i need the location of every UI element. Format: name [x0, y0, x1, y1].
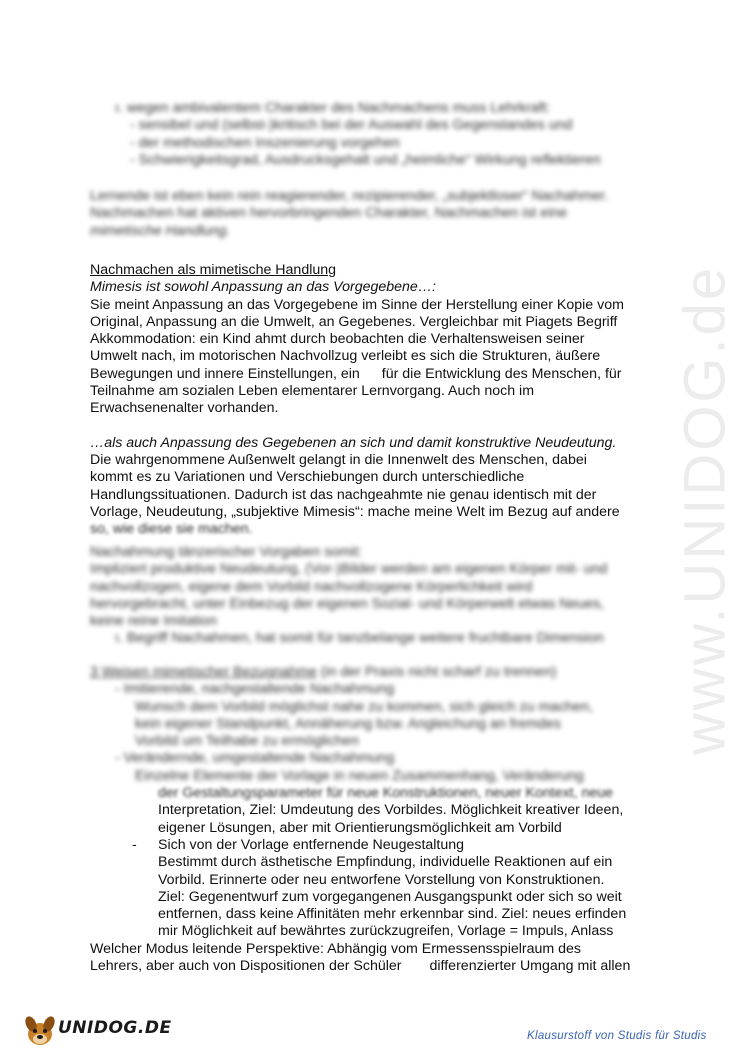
watermark [660, 264, 750, 756]
list-item: - Imitierende, nachgestaltende Nachahmung [115, 681, 395, 698]
paragraph-line: Vorbild. Erinnerte oder neu entworfene Vorstellung von Konstruktionen. [158, 871, 605, 888]
paragraph-line: Teilnahme am sozialen Leben elementarer Lernvorgang. Auch noch im [90, 383, 535, 400]
list-item: ı. Begriff Nachahmen, hat somit für tanzbelange weitere fruchtbare Dimension [115, 630, 604, 647]
paragraph-line: Akkommodation: ein Kind ahmt durch beobachten die Verhaltensweisen seiner [90, 331, 585, 348]
dash-bullet: - [132, 836, 137, 853]
paragraph-line: Umwelt nach, im motorischen Nachvollzug verleibt es sich die Strukturen, äußere [90, 348, 601, 365]
paragraph-fragment: Bewegungen und innere Einstellungen, ein [90, 365, 360, 382]
section-weisen [90, 664, 665, 975]
paragraph-fragment: differenzierter Umgang mit allen [429, 958, 631, 975]
paragraph-line: Bestimmt durch ästhetische Empfindung, individuelle Reaktionen auf ein [158, 854, 613, 871]
logo-text: UNIDOG.DE [58, 1018, 172, 1038]
paragraph-line: Ziel: Gegenentwurf zum vorgegangenen Ausgangspunkt oder sich so weit [158, 888, 622, 905]
paragraph-line: Erwachsenenalter vorhanden. [90, 400, 279, 417]
list-item [90, 837, 665, 854]
section-heading-note: (in der Praxis nicht scharf zu trennen) [316, 664, 557, 680]
paragraph-line: Vorbild um Teilhabe zu ermöglichen [135, 733, 359, 750]
paragraph-line: kein eigener Standpunkt, Annäherung bzw. Angleichung an fremdes [135, 715, 561, 732]
blurred-middle-section [90, 544, 665, 648]
paragraph-line: entfernen, dass keine Affinitäten mehr erkennbar sind. Ziel: neues erfinden [158, 906, 627, 923]
paragraph-line: Die wahrgenommene Außenwelt gelangt in die Innenwelt des Menschen, dabei [90, 451, 587, 468]
paragraph-fragment: Lehrers, aber auch von Dispositionen der Schüler [90, 958, 402, 975]
paragraph-line: mir Möglichkeit auf bewährtes zurückzugreifen, Vorlage = Impuls, Anlass [158, 923, 614, 940]
paragraph-line: Welcher Modus leitende Perspektive: Abhängig vom Ermessensspielraum des [90, 940, 582, 957]
paragraph-line: Impliziert produktive Neudeutung, (Vor-)Bilder werden am eigenen Körper mit- und [90, 561, 608, 578]
list-item: - Verändernde, umgestaltende Nachahmung [115, 750, 395, 767]
dog-mascot-icon [20, 1010, 60, 1050]
section-subheading: …als auch Anpassung des Gegebenen an sich und damit konstruktive Neudeutung. [90, 434, 617, 451]
section-mimetische-handlung [90, 262, 665, 538]
paragraph-line: nachvollzogen, eigene dem Vorbild nachvollzogene Körperlichkeit wird [90, 578, 533, 595]
list-item: - sensibel und (selbst-)kritisch bei der Auswahl des Gegenstandes und [130, 117, 573, 134]
list-item: - Schwierigkeitsgrad, Ausdrucksgehalt und „heimliche“ Wirkung reflektieren [130, 151, 601, 168]
paragraph-line: Nachmachen hat aktiven hervorbringenden Charakter, Nachmachen ist eine [90, 205, 568, 222]
paragraph-line: Interpretation, Ziel: Umdeutung des Vorbildes. Möglichkeit kreativer Ideen, [158, 802, 624, 819]
paragraph-line [90, 366, 665, 383]
paragraph-line: Lernende ist eben kein rein reagierender, rezipierender, „subjektloser“ Nachahmer. [90, 188, 609, 205]
paragraph-line: keine reine Imitation [90, 613, 217, 630]
paragraph-line: mimetische Handlung. [90, 222, 231, 239]
paragraph-line: so, wie diese sie machen. [90, 521, 253, 538]
paragraph-line: Einzelne Elemente der Vorlage in neuen Zusammenhang, Veränderung [135, 767, 584, 784]
section-subheading: Mimesis ist sowohl Anpassung an das Vorgegebene…: [90, 279, 436, 296]
paragraph-line: Wunsch dem Vorbild möglichst nahe zu kommen, sich gleich zu machen, [135, 698, 593, 715]
blurred-list [90, 681, 665, 785]
paragraph-line: Nachahmung tänzerischer Vorgaben somit: [90, 544, 363, 560]
paragraph-line: eigener Lösungen, aber mit Orientierungsmöglichkeit am Vorbild [158, 819, 562, 836]
paragraph-line: Vorlage, Neudeutung, „subjektive Mimesis“: mache meine Welt im Bezug auf andere [90, 503, 620, 520]
footer-slogan: Klausurstoff von Studis für Studis [527, 1030, 707, 1042]
paragraph-line: kommt es zu Variationen und Verschiebungen durch unterschiedliche [90, 469, 525, 486]
paragraph-line: Handlungssituationen. Dadurch ist das nachgeahmte nie genau identisch mit der [90, 486, 597, 503]
paragraph-line: Original, Anpassung an die Umwelt, an Gegebenes. Vergleichbar mit Piagets Begriff [90, 313, 618, 330]
list-item: ı. wegen ambivalentem Charakter des Nachmachens muss Lehrkraft: [115, 100, 551, 116]
section-heading: Nachmachen als mimetische Handlung [90, 262, 337, 278]
section-heading-title: 3 Weisen mimetischer Bezugnahme [90, 664, 317, 680]
list-item: - der methodischen Inszenierung vorgehen [130, 134, 400, 151]
watermark-text: www.UNIDOG.de [672, 264, 738, 756]
unidog-logo [20, 1010, 172, 1050]
section-heading [90, 664, 665, 681]
paragraph-fragment: für die Entwicklung des Menschen, für [381, 365, 622, 382]
list-item-title: Sich von der Vorlage entfernende Neugestaltung [158, 836, 465, 853]
paragraph-line: der Gestaltungsparameter für neue Konstruktionen, neuer Kontext, neue [158, 785, 614, 802]
paragraph-line: Sie meint Anpassung an das Vorgegebene im Sinne der Herstellung einer Kopie vom [90, 296, 624, 313]
blurred-top-section [90, 100, 665, 240]
paragraph-line [90, 958, 665, 975]
paragraph-line: hervorgebracht, unter Einbezug der eigenen Sozial- und Körperwelt etwas Neues, [90, 595, 605, 612]
